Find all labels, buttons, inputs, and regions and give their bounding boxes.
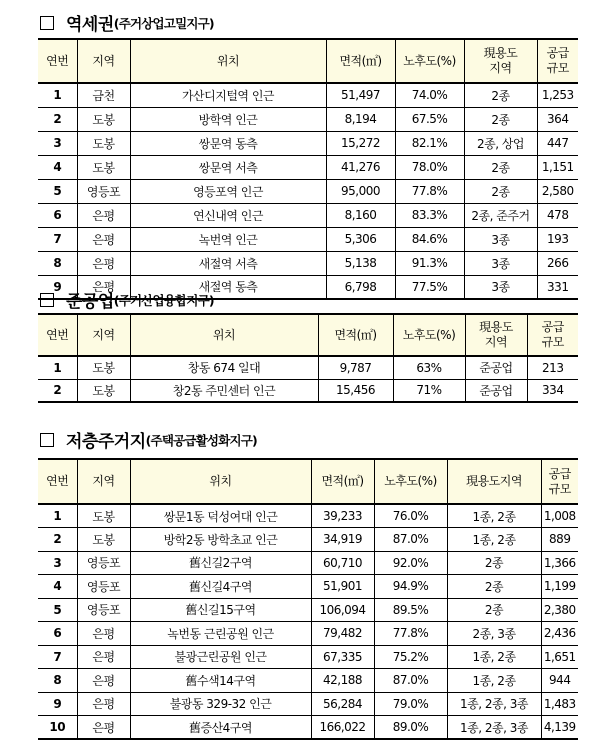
- table-cell: 447: [537, 131, 578, 155]
- table-cell: 1,483: [541, 692, 578, 716]
- table-cell: 2종: [447, 551, 541, 575]
- table-cell: 8,194: [326, 107, 395, 131]
- table-cell: 2종: [464, 107, 537, 131]
- table-cell: 舊증산4구역: [130, 716, 311, 740]
- table-row: [38, 155, 578, 179]
- table-cell: 15,272: [326, 131, 395, 155]
- table-cell: 67,335: [311, 645, 374, 669]
- section-subtitle: (주거상업고밀지구): [113, 15, 214, 31]
- table-cell: 2종: [447, 598, 541, 622]
- table-cell: 도봉: [77, 107, 130, 131]
- table-cell: 1,199: [541, 575, 578, 599]
- table-cell: 1,008: [541, 504, 578, 528]
- table-cell: 舊신길2구역: [130, 551, 311, 575]
- table-cell: 1종, 2종: [447, 528, 541, 552]
- table-cell: 은평: [77, 692, 130, 716]
- table-cell: 3: [38, 551, 77, 575]
- table-cell: 5: [38, 598, 77, 622]
- table-cell: 2종: [464, 179, 537, 203]
- table-cell: 56,284: [311, 692, 374, 716]
- table-row: [38, 504, 578, 528]
- table-cell: 76.0%: [374, 504, 447, 528]
- header-row: [38, 314, 578, 356]
- table-cell: 도봉: [77, 356, 130, 379]
- section-subtitle: (주거산업융합지구): [113, 292, 214, 308]
- section-title: [40, 427, 257, 452]
- table-cell: 1,253: [537, 83, 578, 107]
- table-cell: 도봉: [77, 504, 130, 528]
- table-cell: 51,497: [326, 83, 395, 107]
- table-cell: 영등포: [77, 179, 130, 203]
- table-cell: 94.9%: [374, 575, 447, 599]
- table-cell: 87.0%: [374, 669, 447, 693]
- table-cell: 불광동 329-32 인근: [130, 692, 311, 716]
- table-cell: 쌍문역 동측: [130, 131, 326, 155]
- table-cell: 74.0%: [395, 83, 464, 107]
- table-cell: 새절역 동측: [130, 275, 326, 299]
- table-cell: 2,380: [541, 598, 578, 622]
- table-cell: 71%: [393, 379, 465, 402]
- table-row: [38, 575, 578, 599]
- table-cell: 舊수색14구역: [130, 669, 311, 693]
- column-header: 위치: [130, 314, 318, 356]
- table-row: [38, 528, 578, 552]
- table-cell: 9: [38, 692, 77, 716]
- table-cell: 89.5%: [374, 598, 447, 622]
- table-cell: 쌍문역 서측: [130, 155, 326, 179]
- table-cell: 106,094: [311, 598, 374, 622]
- table-cell: 944: [541, 669, 578, 693]
- section-subtitle: (주택공급활성화지구): [145, 432, 257, 448]
- table-cell: 4: [38, 155, 77, 179]
- table-cell: 영등포: [77, 598, 130, 622]
- table-cell: 5,306: [326, 227, 395, 251]
- table-cell: 89.0%: [374, 716, 447, 740]
- table-cell: 166,022: [311, 716, 374, 740]
- table-cell: 92.0%: [374, 551, 447, 575]
- table-cell: 1종, 2종: [447, 669, 541, 693]
- column-header: 연번: [38, 314, 77, 356]
- table-cell: 60,710: [311, 551, 374, 575]
- table-cell: 6: [38, 203, 77, 227]
- table-row: [38, 379, 578, 402]
- table-cell: 舊신길4구역: [130, 575, 311, 599]
- column-header: 現용도 지역: [465, 314, 527, 356]
- table-cell: 87.0%: [374, 528, 447, 552]
- table-cell: 1종, 2종: [447, 504, 541, 528]
- table-cell: 방학2동 방학초교 인근: [130, 528, 311, 552]
- table-cell: 67.5%: [395, 107, 464, 131]
- table-cell: 2종: [464, 155, 537, 179]
- table-cell: 266: [537, 251, 578, 275]
- header-row: [38, 39, 578, 83]
- table-cell: 창동 674 일대: [130, 356, 318, 379]
- table-cell: 새절역 서측: [130, 251, 326, 275]
- table-cell: 10: [38, 716, 77, 740]
- table-cell: 39,233: [311, 504, 374, 528]
- table-cell: 331: [537, 275, 578, 299]
- table-row: [38, 692, 578, 716]
- table-cell: 2: [38, 528, 77, 552]
- table-cell: 도봉: [77, 528, 130, 552]
- column-header: 지역: [77, 39, 130, 83]
- table-row: [38, 179, 578, 203]
- table-cell: 5: [38, 179, 77, 203]
- table-cell: 84.6%: [395, 227, 464, 251]
- table-row: [38, 645, 578, 669]
- table-row: [38, 251, 578, 275]
- table-cell: 1종, 2종, 3종: [447, 716, 541, 740]
- column-header: 면적(㎡): [318, 314, 393, 356]
- table-cell: 1,651: [541, 645, 578, 669]
- table-row: [38, 716, 578, 740]
- table-cell: 3: [38, 131, 77, 155]
- column-header: 노후도(%): [374, 459, 447, 504]
- table-cell: 1: [38, 504, 77, 528]
- table-cell: 은평: [77, 275, 130, 299]
- table-cell: 3종: [464, 251, 537, 275]
- district-table: [38, 38, 578, 300]
- table-cell: 은평: [77, 669, 130, 693]
- table-cell: 63%: [393, 356, 465, 379]
- section-title-main: 저층주거지: [66, 432, 146, 452]
- table-row: [38, 227, 578, 251]
- table-cell: 은평: [77, 716, 130, 740]
- table-cell: 4,139: [541, 716, 578, 740]
- table-cell: 193: [537, 227, 578, 251]
- table-cell: 7: [38, 645, 77, 669]
- table-row: [38, 551, 578, 575]
- table-cell: 방학역 인근: [130, 107, 326, 131]
- table-cell: 금천: [77, 83, 130, 107]
- table-cell: 연신내역 인근: [130, 203, 326, 227]
- table-row: [38, 203, 578, 227]
- table-row: [38, 598, 578, 622]
- table-row: [38, 356, 578, 379]
- table-cell: 77.8%: [374, 622, 447, 646]
- column-header: 면적(㎡): [326, 39, 395, 83]
- table-cell: 5,138: [326, 251, 395, 275]
- column-header: 공급 규모: [527, 314, 578, 356]
- table-cell: 8,160: [326, 203, 395, 227]
- table-cell: 1,151: [537, 155, 578, 179]
- table-cell: 78.0%: [395, 155, 464, 179]
- table-cell: 은평: [77, 645, 130, 669]
- table-row: [38, 669, 578, 693]
- table-cell: 42,188: [311, 669, 374, 693]
- column-header: 지역: [77, 314, 130, 356]
- table-cell: 불광근린공원 인근: [130, 645, 311, 669]
- table-cell: 1종, 2종: [447, 645, 541, 669]
- table-cell: 51,901: [311, 575, 374, 599]
- table-cell: 2종, 준주거: [464, 203, 537, 227]
- table-row: [38, 622, 578, 646]
- checkbox-square-icon: [40, 433, 54, 447]
- table-cell: 8: [38, 251, 77, 275]
- table-cell: 3종: [464, 227, 537, 251]
- table-cell: 4: [38, 575, 77, 599]
- table-cell: 41,276: [326, 155, 395, 179]
- table-cell: 1,366: [541, 551, 578, 575]
- table-cell: 77.5%: [395, 275, 464, 299]
- table-cell: 2종: [447, 575, 541, 599]
- table-cell: 영등포: [77, 575, 130, 599]
- table-cell: 2,436: [541, 622, 578, 646]
- header-row: [38, 459, 578, 504]
- table-cell: 91.3%: [395, 251, 464, 275]
- column-header: 現용도지역: [447, 459, 541, 504]
- table-cell: 영등포: [77, 551, 130, 575]
- section-title-main: 준공업: [66, 292, 114, 312]
- column-header: 연번: [38, 39, 77, 83]
- table-cell: 34,919: [311, 528, 374, 552]
- table-cell: 1: [38, 356, 77, 379]
- column-header: 위치: [130, 459, 311, 504]
- table-cell: 은평: [77, 203, 130, 227]
- table-cell: 도봉: [77, 131, 130, 155]
- table-cell: 쌍문1동 덕성여대 인근: [130, 504, 311, 528]
- table-cell: 9: [38, 275, 77, 299]
- table-cell: 1: [38, 83, 77, 107]
- table-cell: 9,787: [318, 356, 393, 379]
- table-cell: 2종: [464, 83, 537, 107]
- column-header: 노후도(%): [393, 314, 465, 356]
- table-cell: 준공업: [465, 379, 527, 402]
- table-cell: 은평: [77, 251, 130, 275]
- table-cell: 도봉: [77, 155, 130, 179]
- table-row: [38, 131, 578, 155]
- table-cell: 2: [38, 107, 77, 131]
- table-cell: 7: [38, 227, 77, 251]
- section-title: [40, 10, 214, 35]
- district-table: [38, 313, 578, 403]
- table-cell: 6,798: [326, 275, 395, 299]
- column-header: 공급 규모: [541, 459, 578, 504]
- table-cell: 478: [537, 203, 578, 227]
- section-title: [40, 287, 214, 312]
- table-cell: 녹번동 근린공원 인근: [130, 622, 311, 646]
- table-cell: 889: [541, 528, 578, 552]
- table-cell: 83.3%: [395, 203, 464, 227]
- table-cell: 6: [38, 622, 77, 646]
- table-cell: 준공업: [465, 356, 527, 379]
- column-header: 공급 규모: [537, 39, 578, 83]
- table-cell: 2종, 3종: [447, 622, 541, 646]
- table-cell: 77.8%: [395, 179, 464, 203]
- table-cell: 은평: [77, 227, 130, 251]
- column-header: 연번: [38, 459, 77, 504]
- table-cell: 364: [537, 107, 578, 131]
- column-header: 위치: [130, 39, 326, 83]
- table-row: [38, 83, 578, 107]
- table-cell: 75.2%: [374, 645, 447, 669]
- table-cell: 녹번역 인근: [130, 227, 326, 251]
- section-title-main: 역세권: [66, 15, 114, 35]
- table-cell: 2,580: [537, 179, 578, 203]
- checkbox-square-icon: [40, 293, 54, 307]
- table-cell: 213: [527, 356, 578, 379]
- table-cell: 82.1%: [395, 131, 464, 155]
- table-cell: 영등포역 인근: [130, 179, 326, 203]
- table-cell: 舊신길15구역: [130, 598, 311, 622]
- table-cell: 은평: [77, 622, 130, 646]
- column-header: 지역: [77, 459, 130, 504]
- table-cell: 3종: [464, 275, 537, 299]
- table-cell: 95,000: [326, 179, 395, 203]
- table-cell: 2: [38, 379, 77, 402]
- table-cell: 가산디지털역 인근: [130, 83, 326, 107]
- table-cell: 15,456: [318, 379, 393, 402]
- table-row: [38, 107, 578, 131]
- table-cell: 도봉: [77, 379, 130, 402]
- column-header: 現용도 지역: [464, 39, 537, 83]
- table-cell: 8: [38, 669, 77, 693]
- table-cell: 2종, 상업: [464, 131, 537, 155]
- column-header: 면적(㎡): [311, 459, 374, 504]
- table-cell: 79,482: [311, 622, 374, 646]
- table-cell: 79.0%: [374, 692, 447, 716]
- table-cell: 334: [527, 379, 578, 402]
- checkbox-square-icon: [40, 16, 54, 30]
- table-cell: 1종, 2종, 3종: [447, 692, 541, 716]
- district-table: [38, 458, 578, 740]
- table-cell: 창2동 주민센터 인근: [130, 379, 318, 402]
- column-header: 노후도(%): [395, 39, 464, 83]
